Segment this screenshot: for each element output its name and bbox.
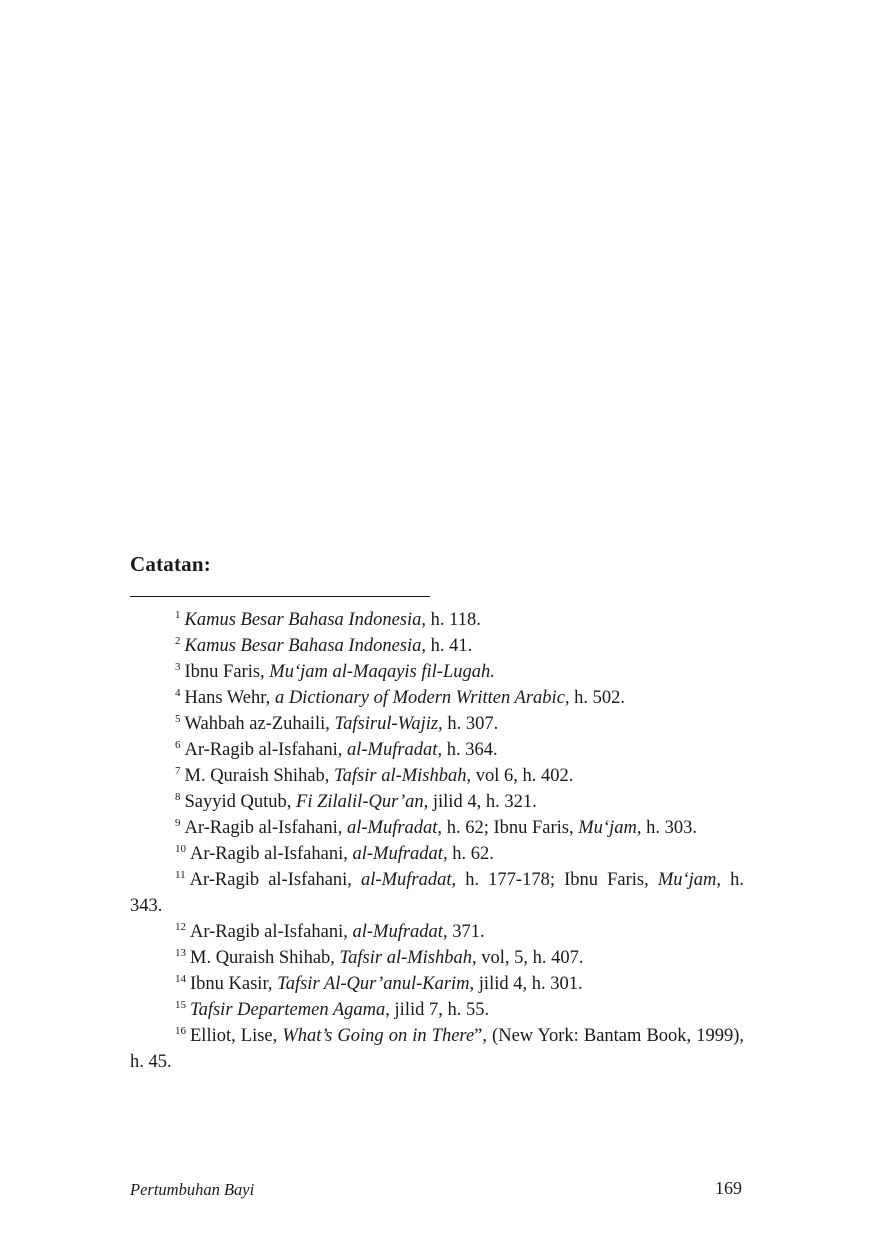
footnote-number: 10 (175, 843, 186, 855)
footnote-number: 2 (175, 635, 181, 647)
notes-heading: Catatan: (130, 552, 211, 576)
footnote-text: , jilid 4, h. 301. (469, 974, 583, 994)
footnote-number: 7 (175, 765, 181, 777)
footnote-text: Elliot, Lise, (190, 1026, 283, 1046)
footnote-text: Hans Wehr, (184, 688, 275, 708)
footnote-text: , h. 177-178; Ibnu Faris, (451, 870, 658, 890)
footnote-8 (130, 789, 744, 815)
footnote-number: 4 (175, 687, 181, 699)
footnote-text: , h. 118. (421, 610, 481, 630)
footnote-text: , h. 364. (437, 740, 498, 760)
footnote-number: 13 (175, 947, 186, 959)
footnote-11 (130, 867, 744, 919)
footnote-12 (130, 919, 744, 945)
footnote-number: 5 (175, 713, 181, 725)
footnote-title: Kamus Besar Bahasa Indonesia (184, 610, 422, 630)
footnote-7 (130, 763, 744, 789)
footnote-text: Ibnu Faris, (184, 662, 270, 682)
footnote-16 (130, 1023, 744, 1075)
footnote-number: 6 (175, 739, 181, 751)
footnote-number: 14 (175, 973, 186, 985)
footnote-title: Tafsir al-Mishbah (334, 766, 467, 786)
footnote-text: Ar-Ragib al-Isfahani, (189, 870, 362, 890)
heading-divider (130, 596, 430, 597)
footnote-13 (130, 945, 744, 971)
footnote-number: 8 (175, 791, 181, 803)
footnote-text: , 371. (442, 922, 485, 942)
footnote-title: al-Mufradat (361, 870, 452, 890)
page-number: 169 (715, 1178, 742, 1198)
footnote-text: M. Quraish Shihab, (190, 948, 340, 968)
footnote-text: h. 307. (442, 714, 499, 734)
footnote-15 (130, 997, 744, 1023)
footnote-title: a Dictionary of Modern Written Arabic, (274, 688, 570, 708)
footnote-title: Mu‘jam, (657, 870, 722, 890)
footnote-text: Ibnu Kasir, (190, 974, 278, 994)
footnote-title: al-Mufradat, (346, 818, 443, 838)
footnote-title: Tafsir al-Mishbah (339, 948, 472, 968)
footnote-2 (130, 633, 744, 659)
footnote-text: , h. 62. (442, 844, 494, 864)
footnote-title: Mu‘jam, (578, 818, 642, 838)
footnote-title: al-Mufradat (346, 740, 438, 760)
footnote-list (130, 607, 744, 1075)
footnote-4 (130, 685, 744, 711)
footnote-6 (130, 737, 744, 763)
footnote-text: ”, (New York: Bantam Book, 1999), h. 45. (130, 1026, 744, 1072)
footnote-title: Tafsir Departemen Agama (190, 1000, 386, 1020)
footnote-number: 15 (175, 999, 186, 1011)
running-footer-title: Pertumbuhan Bayi (130, 1180, 255, 1199)
footnote-text: Sayyid Qutub, (184, 792, 297, 812)
footnote-text: h. 303. (641, 818, 697, 838)
footnote-number: 12 (175, 921, 186, 933)
footnote-5 (130, 711, 744, 737)
footnote-text: Ar-Ragib al-Isfahani, (184, 818, 347, 838)
footnote-number: 3 (175, 661, 181, 673)
footnote-text: h. 62; Ibnu Faris, (442, 818, 579, 838)
footnote-number: 1 (175, 609, 181, 621)
footnote-number: 11 (175, 869, 186, 881)
footnote-3 (130, 659, 744, 685)
footnote-9 (130, 815, 744, 841)
footnote-text: Ar-Ragib al-Isfahani, (190, 844, 353, 864)
footnote-text: Ar-Ragib al-Isfahani, (184, 740, 347, 760)
footnote-number: 16 (175, 1025, 186, 1037)
footnote-title: Tafsirul-Wajiz, (334, 714, 443, 734)
footnote-title: What’s Going on in There (282, 1026, 475, 1046)
footnote-text: Ar-Ragib al-Isfahani, (190, 922, 353, 942)
footnote-title: al-Mufradat (352, 922, 443, 942)
footnote-text: h. 502. (569, 688, 626, 708)
footnote-1 (130, 607, 744, 633)
footnote-text: Wahbah az-Zuhaili, (184, 714, 335, 734)
footnote-10 (130, 841, 744, 867)
footnote-title: Mu‘jam al-Maqayis fil-Lugah. (269, 662, 495, 682)
footnote-14 (130, 971, 744, 997)
footnote-text: h. 343. (130, 870, 744, 916)
footnote-title: Fi Zilalil-Qur’an (296, 792, 424, 812)
footnote-number: 9 (175, 817, 181, 829)
footnote-text: , jilid 7, h. 55. (385, 1000, 490, 1020)
footnote-title: Kamus Besar Bahasa Indonesia (184, 636, 422, 656)
footnote-text: , jilid 4, h. 321. (423, 792, 537, 812)
footnote-text: , vol 6, h. 402. (466, 766, 574, 786)
footnote-text: , vol, 5, h. 407. (472, 948, 584, 968)
footnote-title: Tafsir Al-Qur’anul-Karim (277, 974, 470, 994)
footnote-text: M. Quraish Shihab, (184, 766, 335, 786)
footnote-title: al-Mufradat (352, 844, 443, 864)
footnote-text: , h. 41. (421, 636, 473, 656)
